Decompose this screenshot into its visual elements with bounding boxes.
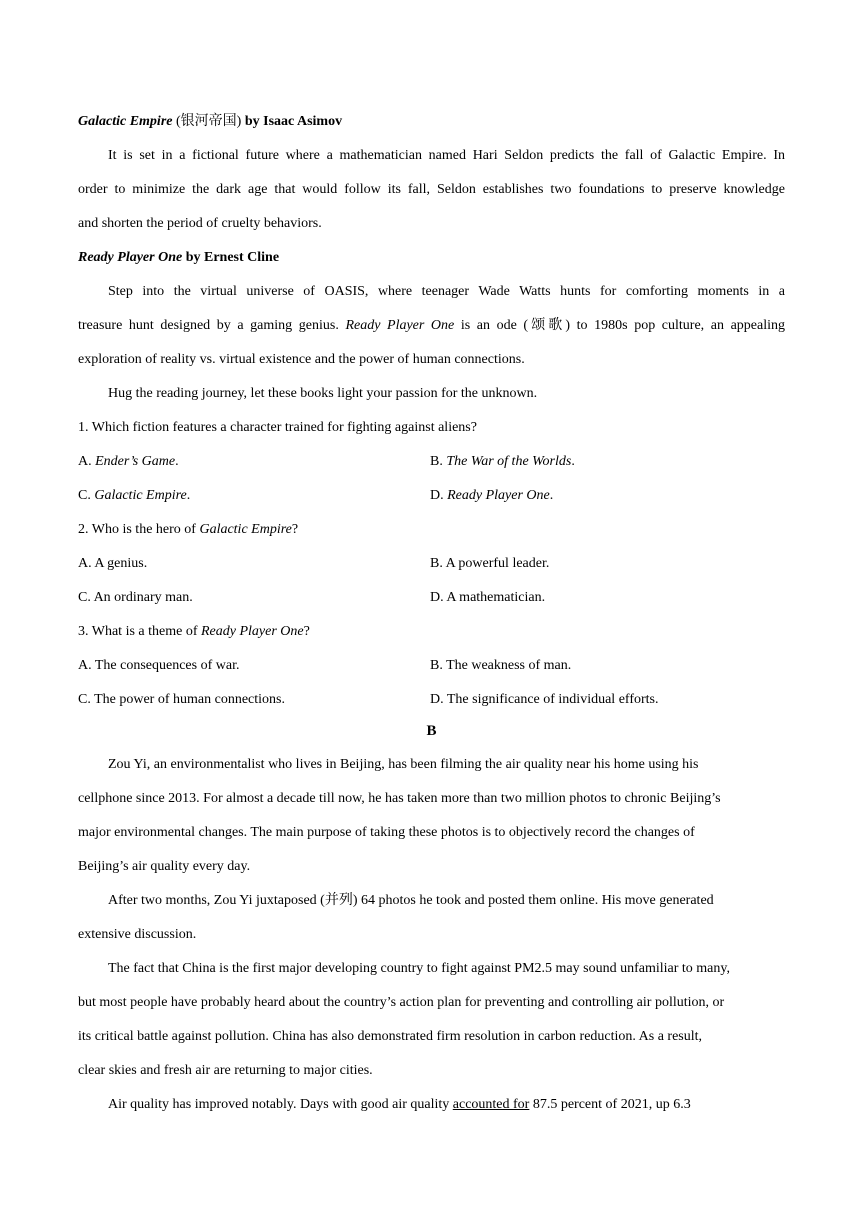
paragraph-line: cellphone since 2013. For almost a decade till now, he has taken more than two million photos to chronic Beijing’s <box>78 791 721 806</box>
question-1-option-a <box>78 453 179 471</box>
question-3-option-a: A. The consequences of war. <box>78 658 240 673</box>
option-punct: . <box>571 454 575 469</box>
question-3-option-d: D. The significance of individual efforts. <box>430 692 659 707</box>
question-2-stem <box>78 521 298 539</box>
paragraph-line: It is set in a fictional future where a mathematician named Hari Seldon predicts the fall of Galactic Empire. In <box>108 148 785 163</box>
text-segment: Air quality has improved notably. Days with good air quality <box>108 1097 453 1112</box>
question-1-option-b <box>430 453 575 471</box>
question-3-option-b: B. The weakness of man. <box>430 658 572 673</box>
text-segment: 2. Who is the hero of <box>78 522 200 537</box>
text-segment: treasure hunt designed by a gaming genius. <box>78 318 346 333</box>
option-title: Ender’s Game <box>95 454 176 469</box>
text-segment: is an ode (颂歌) to 1980s pop culture, an appealing <box>454 318 786 333</box>
paragraph-line: extensive discussion. <box>78 927 197 942</box>
paragraph-line: Step into the virtual universe of OASIS, where teenager Wade Watts hunts for comforting moments in a <box>108 284 785 299</box>
option-letter: C. <box>78 488 95 503</box>
paragraph-line: Zou Yi, an environmentalist who lives in Beijing, has been filming the air quality near his home using his <box>108 757 699 772</box>
option-punct: . <box>175 454 179 469</box>
option-punct: . <box>186 488 191 503</box>
paragraph-line: The fact that China is the first major developing country to fight against PM2.5 may sound unfamiliar to many, <box>108 961 730 976</box>
question-3-stem <box>78 623 310 641</box>
option-letter: D. <box>430 488 448 503</box>
underlined-phrase: accounted for <box>452 1097 530 1112</box>
paragraph-line: After two months, Zou Yi juxtaposed (并列) 64 photos he took and posted them online. His move generated <box>108 893 714 908</box>
text-segment: ? <box>303 624 310 639</box>
question-3-option-c: C. The power of human connections. <box>78 692 285 707</box>
paragraph-line: its critical battle against pollution. China has also demonstrated firm resolution in carbon reduction. As a result, <box>78 1029 703 1044</box>
closing-line: Hug the reading journey, let these books light your passion for the unknown. <box>108 386 538 401</box>
question-1-stem: 1. Which fiction features a character trained for fighting against aliens? <box>78 420 477 435</box>
question-1-option-d <box>430 487 553 505</box>
question-2-option-c: C. An ordinary man. <box>78 590 193 605</box>
book-heading-ready-player-one <box>78 249 279 267</box>
paragraph-line: clear skies and fresh air are returning to major cities. <box>78 1063 373 1078</box>
paragraph-line: order to minimize the dark age that would follow its fall, Seldon establishes two foundations to preserve knowledge <box>78 182 785 197</box>
question-2-option-b: B. A powerful leader. <box>430 556 550 571</box>
section-heading: B <box>426 723 437 739</box>
paragraph-line: Beijing’s air quality every day. <box>78 859 251 874</box>
text-segment: 3. What is a theme of <box>78 624 201 639</box>
text-segment: ? <box>291 522 299 537</box>
book-author: by Ernest Cline <box>182 250 280 265</box>
paragraph-line: exploration of reality vs. virtual existence and the power of human connections. <box>78 352 525 367</box>
question-2-option-a: A. A genius. <box>78 556 148 571</box>
paragraph-line <box>108 1096 691 1114</box>
option-title: The War of the Worlds <box>446 454 572 469</box>
book-title-inline: Ready Player One <box>201 624 304 639</box>
option-letter: A. <box>78 454 96 469</box>
option-title: Galactic Empire <box>94 488 187 503</box>
book-title-inline: Ready Player One <box>345 318 455 333</box>
paragraph-line: and shorten the period of cruelty behaviors. <box>78 216 322 231</box>
book-heading-galactic-empire <box>78 113 342 131</box>
text-segment: 87.5 percent of 2021, up 6.3 <box>529 1097 691 1112</box>
option-letter: B. <box>430 454 447 469</box>
option-punct: . <box>549 488 554 503</box>
option-title: Ready Player One <box>447 488 550 503</box>
paragraph-line: major environmental changes. The main purpose of taking these photos is to objectively record the changes of <box>78 825 695 840</box>
book-title: Galactic Empire <box>78 114 173 129</box>
paragraph-line <box>78 317 785 335</box>
question-2-option-d: D. A mathematician. <box>430 590 546 605</box>
book-title: Ready Player One <box>78 250 183 265</box>
book-title-inline: Galactic Empire <box>199 522 292 537</box>
book-title-chinese: (银河帝国) <box>172 114 245 129</box>
question-1-option-c <box>78 487 190 505</box>
book-author: by Isaac Asimov <box>244 114 343 129</box>
paragraph-line: but most people have probably heard about the country’s action plan for preventing and controlling air pollution, or <box>78 995 725 1010</box>
